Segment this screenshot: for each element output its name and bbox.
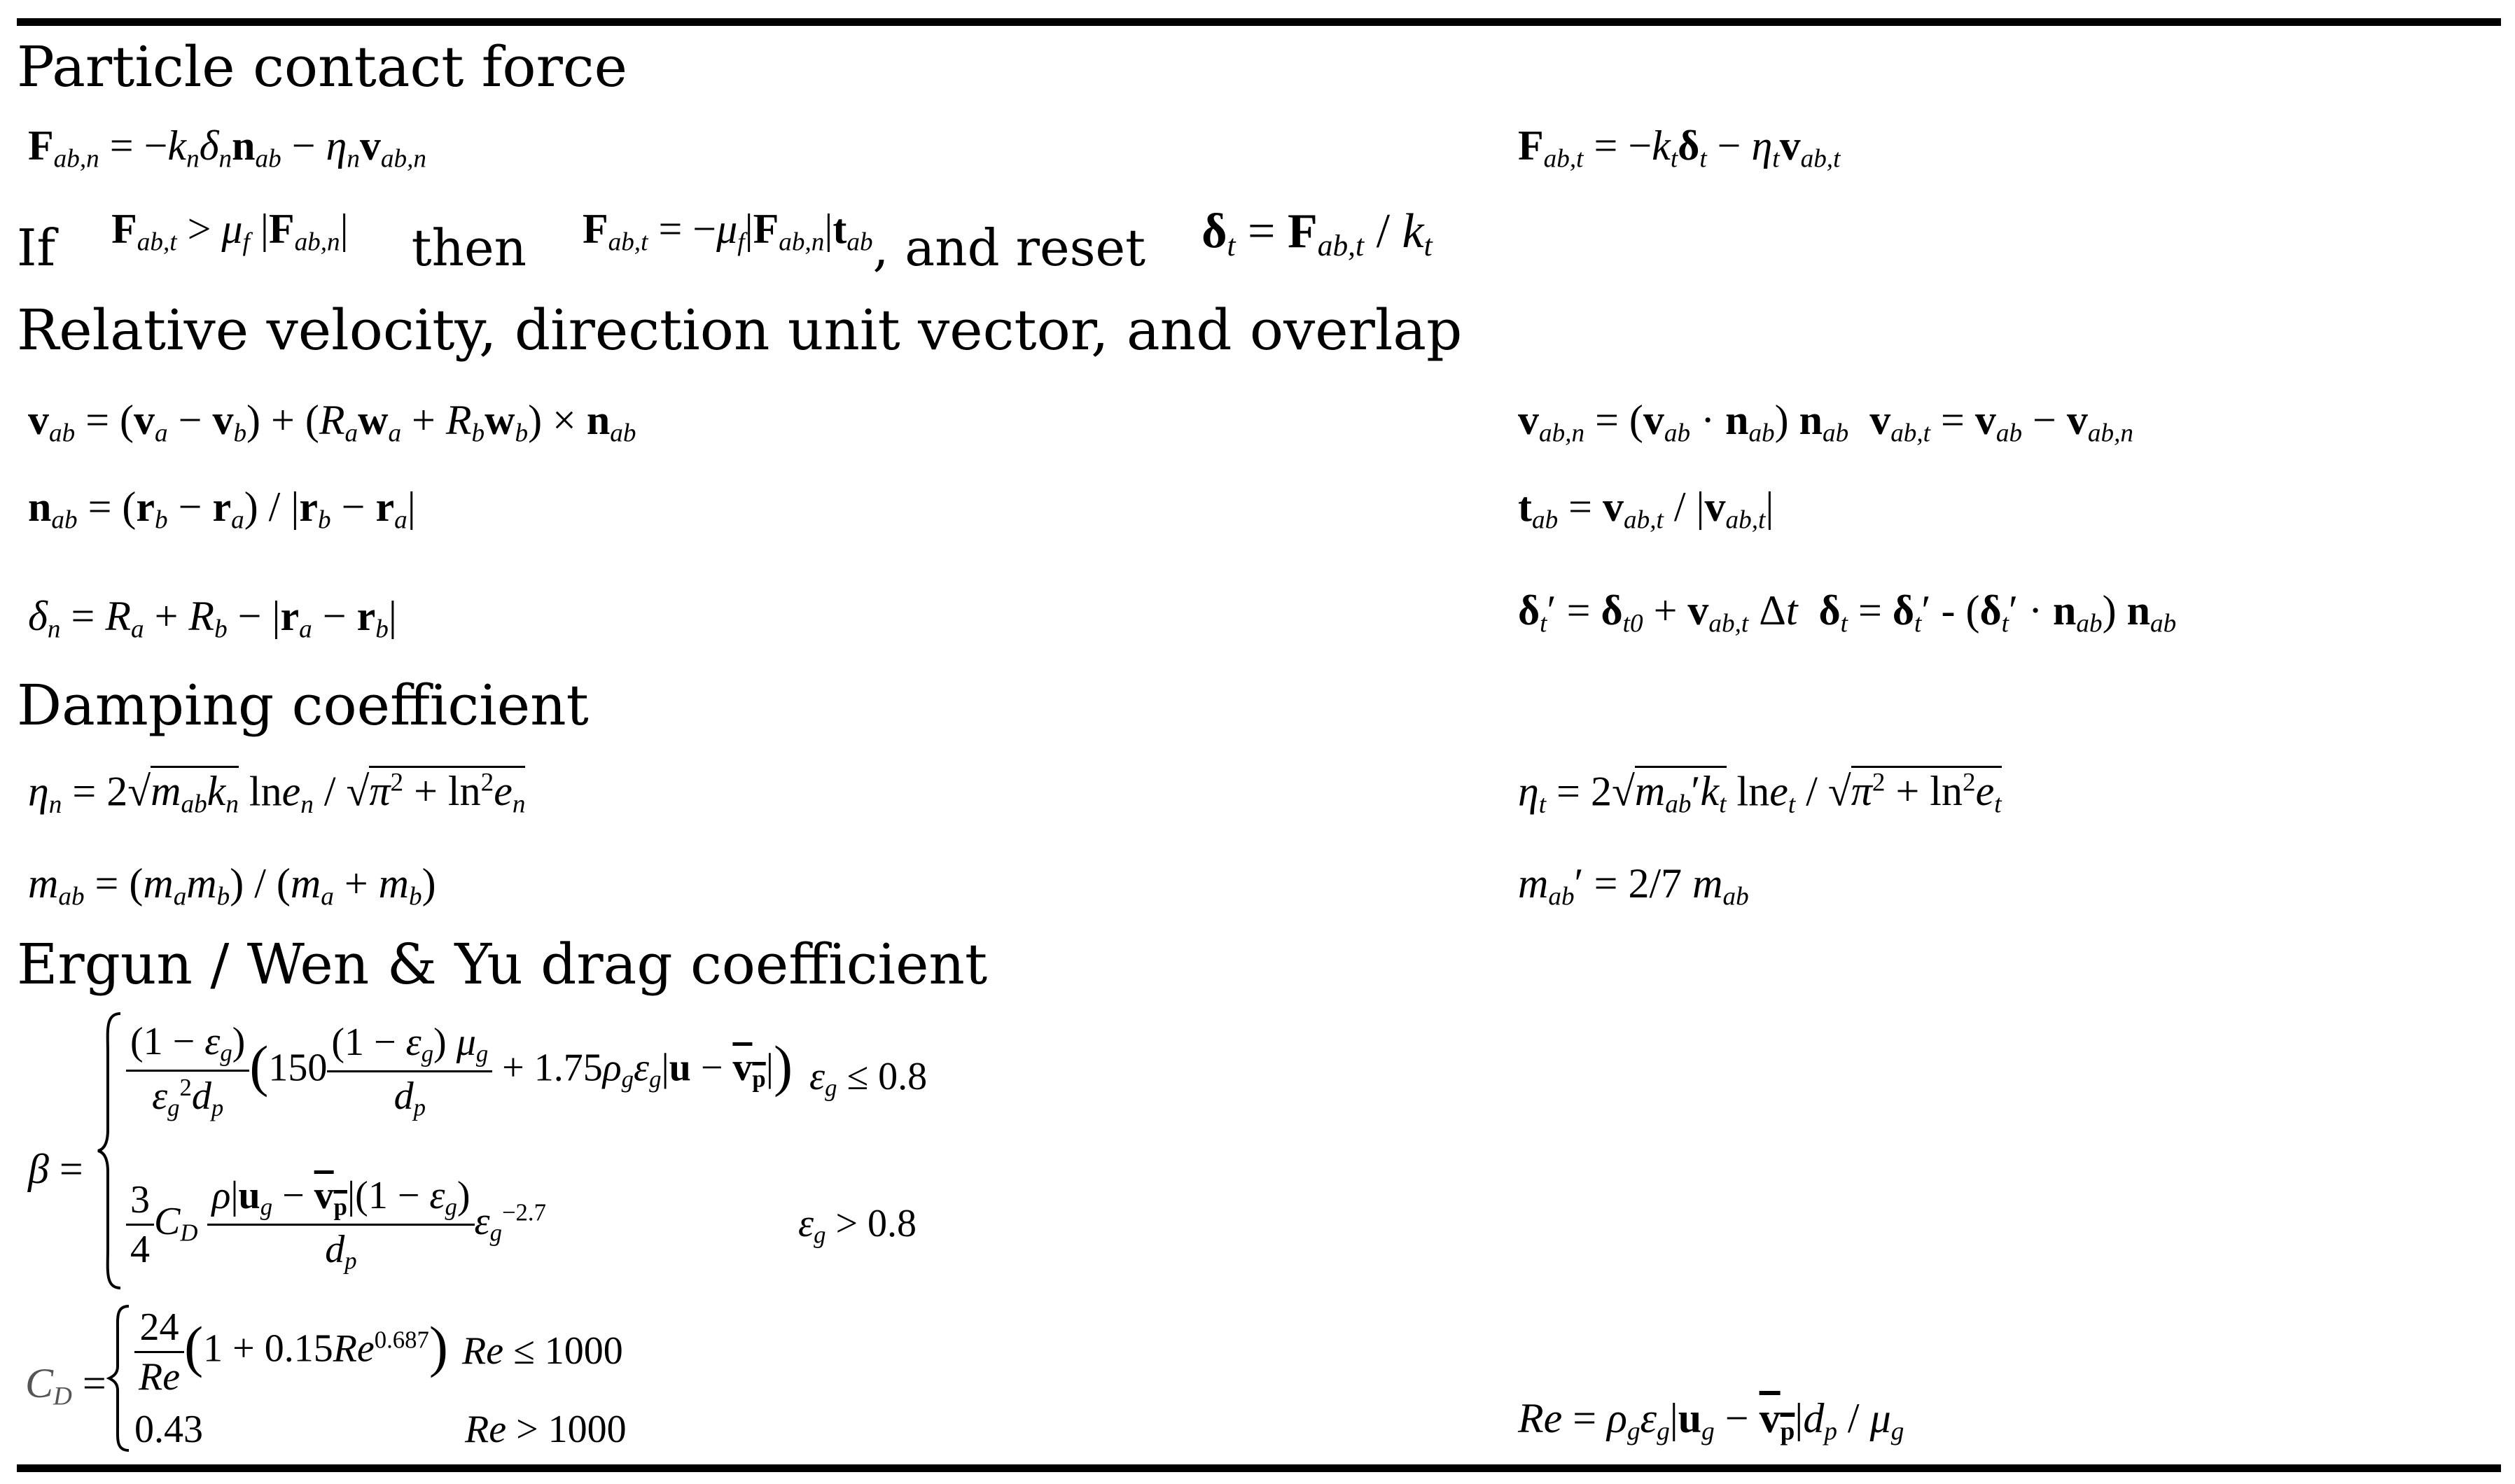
- reduced-mass-equation: $m_{ab} = (m_am_b) / (m_a + m_b)$: [28, 860, 436, 911]
- normal-overlap-equation: $\delta_n = R_a + R_b - |r_a - r_b|$: [28, 593, 397, 644]
- four-den: 4: [130, 1228, 150, 1272]
- three-num: 3: [126, 1180, 154, 1226]
- section-heading-velocity: Relative velocity, direction unit vector, and overlap: [17, 298, 1463, 363]
- if-word: If: [17, 218, 56, 277]
- cd-015: 0.15: [264, 1326, 333, 1371]
- friction-condition-row: If $F_{ab,t} > \mu_f$ $|F_{ab,n}|$ then $F_{ab,t} = -\mu_f|F_{ab,n}|t_{ab}$, and reset $\delta_t = F_{ab,t} / k_t$: [17, 204, 1433, 277]
- tangential-overlap-equation: $\delta_t' = \delta_{t0} + v_{ab,t}$ Δt $\delta_t = \delta_t' - (\delta_t' \cdot n_{ab})$ $n_{ab}$: [1518, 587, 2177, 638]
- cd-condition-low-re: Re ≤ 1000: [462, 1329, 623, 1373]
- top-rule: [17, 18, 2501, 26]
- ergun-150: 150: [268, 1046, 328, 1090]
- eps-gt-value: 0.8: [868, 1202, 917, 1245]
- cd-case-low-re: $\frac{24}{Re}$ $(1 + 0.15Re^{0.687})$: [134, 1308, 448, 1396]
- beta-case-ergun: $\frac{(1 - \varepsilon_g)}{\varepsilon_g^2d_p}$ (150 $\frac{(1 - \varepsilon_g) \mu_g}{d_p}$ + $1.75\rho_g\varepsilon_g|u - v_p|$): [126, 1022, 793, 1121]
- and-reset-text: , and reset: [872, 218, 1146, 277]
- cd-case-high-re: [134, 1410, 203, 1449]
- beta-brace: [95, 1011, 123, 1291]
- tangential-contact-force-equation: $F_{ab,t} = -k_t\delta_t - \eta_tv_{ab,t}$: [1518, 122, 1841, 174]
- beta-symbol: β =: [28, 1146, 83, 1192]
- two-sevenths: 2/7: [1628, 860, 1683, 906]
- cd-exp-0687: 0.687: [374, 1326, 429, 1354]
- re-gt-value: 1000: [548, 1408, 627, 1451]
- re-le-value: 1000: [544, 1329, 623, 1373]
- beta-condition-ergun: $\varepsilon_g \le 0.8$: [809, 1055, 928, 1102]
- section-heading-drag: Ergun / Wen & Yu drag coefficient: [17, 932, 988, 997]
- cd-brace: [106, 1303, 132, 1453]
- effective-mass-equation: $m_{ab}' = 2/7$ $m_{ab}$: [1518, 860, 1749, 911]
- coef-two-t: 2: [1590, 768, 1612, 815]
- reynolds-number-equation: $Re = \rho_g\varepsilon_g|u_g - v_p|d_p / \mu_g$: [1518, 1395, 1904, 1446]
- relative-velocity-equation: $v_{ab} = (v_a - v_b) + (R_aw_a + R_bw_b) \times n_{ab}$: [28, 397, 636, 448]
- normal-tangential-velocity-equation: $v_{ab,n} = (v_{ab} \cdot n_{ab})$ $n_{ab}$ $v_{ab,t} = v_{ab} - v_{ab,n}$: [1518, 397, 2133, 448]
- beta-case-wen-yu: $\frac{3}{4}$ $C_D$ $\frac{\rho|u_g - v_p|(1 - \varepsilon_g)}{d_p}$ $\varepsilon_g^{-2.7}$: [126, 1176, 546, 1274]
- cd-24: 24: [134, 1308, 184, 1353]
- normal-damping-equation: $\eta_n = 2√m_{ab}k_n$ $\ln e_n / √\pi^2 + \ln^2e_n$: [28, 770, 525, 818]
- bottom-rule: [17, 1464, 2501, 1472]
- section-heading-damping: Damping coefficient: [17, 673, 589, 738]
- tangential-damping-equation: $\eta_t = 2√m_{ab}'k_t$ $\ln e_t / √\pi^2 + \ln^2e_t$: [1518, 770, 2002, 818]
- cd-043: 0.43: [134, 1408, 203, 1451]
- coef-two-n: 2: [106, 768, 128, 815]
- tangential-unit-vector-equation: $t_{ab} = v_{ab,t} / |v_{ab,t}|$: [1518, 484, 1774, 535]
- cd-condition-high-re: Re > 1000: [465, 1408, 627, 1451]
- cd-symbol: $C_D$ =: [25, 1360, 106, 1411]
- ergun-175: 1.75: [534, 1046, 603, 1090]
- exp-2-7: −2.7: [501, 1198, 546, 1226]
- beta-condition-wen-yu: $\varepsilon_g > 0.8$: [798, 1202, 917, 1249]
- normal-unit-vector-equation: $n_{ab} = (r_b - r_a) / |r_b - r_a|$: [28, 484, 416, 535]
- section-heading-contact: Particle contact force: [17, 34, 627, 99]
- normal-contact-force-equation: $F_{ab,n} = -k_n\delta_nn_{ab} - \eta_nv_{ab,n}$: [28, 122, 426, 174]
- eps-le-value: 0.8: [878, 1055, 928, 1098]
- then-word: then: [411, 218, 527, 277]
